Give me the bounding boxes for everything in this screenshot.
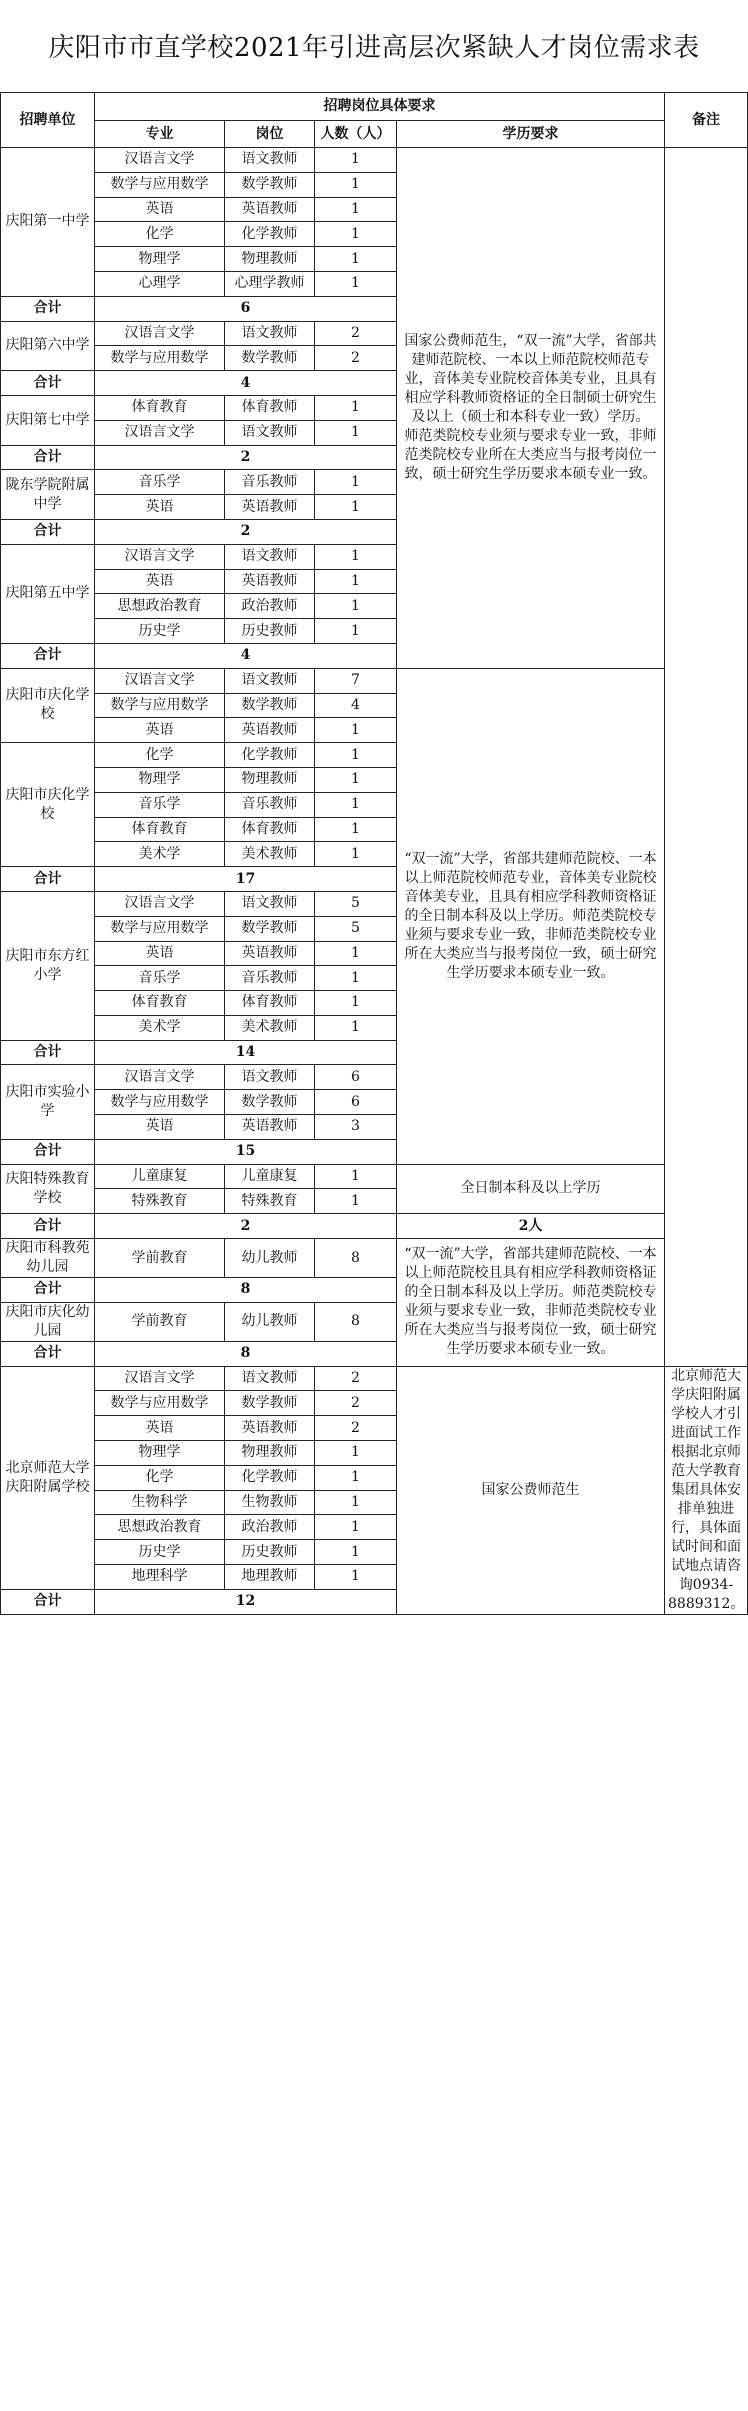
count-cell: 1 xyxy=(315,569,397,594)
major-cell: 学前教育 xyxy=(95,1302,225,1341)
total-label: 合计 xyxy=(1,1214,95,1239)
total-label: 合计 xyxy=(1,296,95,321)
total-label: 合计 xyxy=(1,1040,95,1065)
position-cell: 英语教师 xyxy=(225,495,315,520)
position-cell: 语文教师 xyxy=(225,891,315,916)
total-extra: 2人 xyxy=(397,1214,665,1239)
major-cell: 英语 xyxy=(95,1115,225,1140)
header-unit: 招聘单位 xyxy=(1,93,95,148)
count-cell: 1 xyxy=(315,767,397,792)
count-cell: 1 xyxy=(315,1565,397,1590)
count-cell: 1 xyxy=(315,991,397,1016)
unit-cell: 庆阳市庆化学校 xyxy=(1,668,95,742)
header-note: 备注 xyxy=(665,93,748,148)
position-cell: 语文教师 xyxy=(225,544,315,569)
count-cell: 1 xyxy=(315,172,397,197)
count-cell: 1 xyxy=(315,271,397,296)
position-cell: 体育教师 xyxy=(225,817,315,842)
count-cell: 1 xyxy=(315,619,397,644)
total-value: 6 xyxy=(95,296,397,321)
major-cell: 思想政治教育 xyxy=(95,594,225,619)
major-cell: 英语 xyxy=(95,941,225,966)
position-cell: 美术教师 xyxy=(225,842,315,867)
unit-cell: 庆阳市实验小学 xyxy=(1,1065,95,1139)
major-cell: 汉语言文学 xyxy=(95,420,225,445)
count-cell: 1 xyxy=(315,966,397,991)
total-value: 17 xyxy=(95,867,397,892)
unit-cell: 庆阳市科教苑幼儿园 xyxy=(1,1239,95,1278)
major-cell: 数学与应用数学 xyxy=(95,1391,225,1416)
header-position: 岗位 xyxy=(225,121,315,148)
education-requirement-cell: 国家公费师范生，“双一流”大学，省部共建师范院校、一本以上师范院校师范专业，音体美专业院校音体美专业，且具有相应学科教师资格证的全日制硕士研究生及以上（硕士和本科专业一致）学历。 师范类院校专业须与要求专业一致，非师范类院校专业所在大类应当与报考岗位一致，硕士研究生学历要求本硕专业一致。 xyxy=(397,148,665,669)
major-cell: 音乐学 xyxy=(95,470,225,495)
total-value: 4 xyxy=(95,371,397,396)
major-cell: 音乐学 xyxy=(95,792,225,817)
unit-cell: 庆阳第一中学 xyxy=(1,148,95,297)
total-value: 2 xyxy=(95,445,397,470)
header-education: 学历要求 xyxy=(397,121,665,148)
position-cell: 英语教师 xyxy=(225,197,315,222)
major-cell: 物理学 xyxy=(95,1441,225,1466)
education-requirement-cell: “双一流”大学，省部共建师范院校、一本以上师范院校师范专业，音体美专业院校音体美专业，且具有相应学科教师资格证的全日制本科及以上学历。师范类院校专业须与要求专业一致，非师范类院校专业所在大类应当与报考岗位一致，硕士研究生学历要求本硕专业一致。 xyxy=(397,668,665,1164)
major-cell: 汉语言文学 xyxy=(95,891,225,916)
position-cell: 语文教师 xyxy=(225,668,315,693)
table-row xyxy=(1,1239,748,1278)
count-cell: 3 xyxy=(315,1115,397,1140)
total-label: 合计 xyxy=(1,1139,95,1164)
recruitment-table xyxy=(0,92,748,1615)
position-cell: 特殊教育 xyxy=(225,1189,315,1214)
major-cell: 生物科学 xyxy=(95,1490,225,1515)
count-cell: 1 xyxy=(315,1015,397,1040)
position-cell: 心理学教师 xyxy=(225,271,315,296)
count-cell: 2 xyxy=(315,346,397,371)
table-row xyxy=(1,1164,748,1189)
position-cell: 儿童康复 xyxy=(225,1164,315,1189)
count-cell: 1 xyxy=(315,817,397,842)
major-cell: 数学与应用数学 xyxy=(95,172,225,197)
header-requirements: 招聘岗位具体要求 xyxy=(95,93,665,121)
position-cell: 英语教师 xyxy=(225,1416,315,1441)
count-cell: 1 xyxy=(315,1465,397,1490)
position-cell: 语文教师 xyxy=(225,148,315,173)
count-cell: 1 xyxy=(315,395,397,420)
major-cell: 美术学 xyxy=(95,1015,225,1040)
position-cell: 物理教师 xyxy=(225,247,315,272)
count-cell: 1 xyxy=(315,941,397,966)
total-value: 15 xyxy=(95,1139,397,1164)
unit-cell: 陇东学院附属中学 xyxy=(1,470,95,520)
position-cell: 数学教师 xyxy=(225,693,315,718)
count-cell: 4 xyxy=(315,693,397,718)
position-cell: 语文教师 xyxy=(225,420,315,445)
education-requirement-cell: “双一流”大学，省部共建师范院校、一本以上师范院校且具有相应学科教师资格证的全日制本科及以上学历。师范类院校专业须与要求专业一致，非师范类院校专业所在大类应当与报考岗位一致，硕士研究生学历要求本硕专业一致。 xyxy=(397,1239,665,1367)
table-row xyxy=(1,148,748,173)
major-cell: 英语 xyxy=(95,495,225,520)
count-cell: 2 xyxy=(315,1416,397,1441)
major-cell: 音乐学 xyxy=(95,966,225,991)
count-cell: 1 xyxy=(315,1490,397,1515)
count-cell: 2 xyxy=(315,1366,397,1391)
major-cell: 数学与应用数学 xyxy=(95,1090,225,1115)
position-cell: 英语教师 xyxy=(225,1115,315,1140)
total-value: 14 xyxy=(95,1040,397,1065)
education-requirement-cell: 国家公费师范生 xyxy=(397,1366,665,1614)
position-cell: 物理教师 xyxy=(225,1441,315,1466)
count-cell: 1 xyxy=(315,842,397,867)
count-cell: 1 xyxy=(315,718,397,743)
major-cell: 物理学 xyxy=(95,247,225,272)
major-cell: 化学 xyxy=(95,222,225,247)
unit-cell: 庆阳特殊教育学校 xyxy=(1,1164,95,1214)
position-cell: 语文教师 xyxy=(225,1065,315,1090)
count-cell: 1 xyxy=(315,1515,397,1540)
total-value: 8 xyxy=(95,1278,397,1303)
table-row xyxy=(1,1366,748,1391)
header-row-top xyxy=(1,93,748,121)
count-cell: 6 xyxy=(315,1065,397,1090)
position-cell: 音乐教师 xyxy=(225,470,315,495)
position-cell: 音乐教师 xyxy=(225,792,315,817)
unit-cell: 庆阳第七中学 xyxy=(1,395,95,445)
table-row xyxy=(1,668,748,693)
note-cell-empty xyxy=(665,148,748,1367)
position-cell: 数学教师 xyxy=(225,916,315,941)
position-cell: 历史教师 xyxy=(225,1540,315,1565)
position-cell: 化学教师 xyxy=(225,743,315,768)
header-count: 人数（人） xyxy=(315,121,397,148)
total-value: 2 xyxy=(95,519,397,544)
major-cell: 体育教育 xyxy=(95,817,225,842)
major-cell: 汉语言文学 xyxy=(95,148,225,173)
count-cell: 1 xyxy=(315,594,397,619)
total-value: 4 xyxy=(95,643,397,668)
position-cell: 物理教师 xyxy=(225,767,315,792)
count-cell: 1 xyxy=(315,495,397,520)
count-cell: 1 xyxy=(315,1540,397,1565)
major-cell: 思想政治教育 xyxy=(95,1515,225,1540)
total-label: 合计 xyxy=(1,643,95,668)
total-label: 合计 xyxy=(1,1341,95,1366)
major-cell: 儿童康复 xyxy=(95,1164,225,1189)
major-cell: 汉语言文学 xyxy=(95,1065,225,1090)
major-cell: 体育教育 xyxy=(95,395,225,420)
total-label: 合计 xyxy=(1,445,95,470)
major-cell: 特殊教育 xyxy=(95,1189,225,1214)
total-label: 合计 xyxy=(1,371,95,396)
major-cell: 数学与应用数学 xyxy=(95,693,225,718)
position-cell: 幼儿教师 xyxy=(225,1302,315,1341)
count-cell: 1 xyxy=(315,222,397,247)
position-cell: 数学教师 xyxy=(225,172,315,197)
major-cell: 学前教育 xyxy=(95,1239,225,1278)
count-cell: 1 xyxy=(315,148,397,173)
major-cell: 心理学 xyxy=(95,271,225,296)
major-cell: 英语 xyxy=(95,197,225,222)
position-cell: 美术教师 xyxy=(225,1015,315,1040)
position-cell: 化学教师 xyxy=(225,1465,315,1490)
major-cell: 英语 xyxy=(95,1416,225,1441)
count-cell: 1 xyxy=(315,1441,397,1466)
major-cell: 美术学 xyxy=(95,842,225,867)
position-cell: 政治教师 xyxy=(225,594,315,619)
position-cell: 英语教师 xyxy=(225,569,315,594)
position-cell: 地理教师 xyxy=(225,1565,315,1590)
major-cell: 英语 xyxy=(95,569,225,594)
count-cell: 2 xyxy=(315,1391,397,1416)
count-cell: 1 xyxy=(315,1189,397,1214)
major-cell: 化学 xyxy=(95,1465,225,1490)
count-cell: 1 xyxy=(315,544,397,569)
position-cell: 音乐教师 xyxy=(225,966,315,991)
count-cell: 8 xyxy=(315,1302,397,1341)
total-label: 合计 xyxy=(1,519,95,544)
position-cell: 语文教师 xyxy=(225,321,315,346)
position-cell: 政治教师 xyxy=(225,1515,315,1540)
position-cell: 数学教师 xyxy=(225,1391,315,1416)
major-cell: 历史学 xyxy=(95,1540,225,1565)
count-cell: 2 xyxy=(315,321,397,346)
major-cell: 数学与应用数学 xyxy=(95,346,225,371)
major-cell: 汉语言文学 xyxy=(95,544,225,569)
total-value: 8 xyxy=(95,1341,397,1366)
position-cell: 体育教师 xyxy=(225,991,315,1016)
total-row xyxy=(1,1214,748,1239)
position-cell: 化学教师 xyxy=(225,222,315,247)
major-cell: 汉语言文学 xyxy=(95,1366,225,1391)
major-cell: 汉语言文学 xyxy=(95,321,225,346)
total-label: 合计 xyxy=(1,867,95,892)
count-cell: 1 xyxy=(315,792,397,817)
unit-cell: 庆阳第五中学 xyxy=(1,544,95,643)
total-label: 合计 xyxy=(1,1589,95,1614)
recruitment-table-container xyxy=(0,92,748,2411)
unit-cell: 庆阳第六中学 xyxy=(1,321,95,371)
position-cell: 语文教师 xyxy=(225,1366,315,1391)
count-cell: 7 xyxy=(315,668,397,693)
count-cell: 1 xyxy=(315,197,397,222)
position-cell: 英语教师 xyxy=(225,718,315,743)
major-cell: 历史学 xyxy=(95,619,225,644)
total-value: 12 xyxy=(95,1589,397,1614)
position-cell: 英语教师 xyxy=(225,941,315,966)
major-cell: 地理科学 xyxy=(95,1565,225,1590)
note-cell: 北京师范大学庆阳附属学校人才引进面试工作根据北京师范大学教育集团具体安排单独进行，具体面试时间和面试地点请咨询0934-8889312。 xyxy=(665,1366,748,1614)
count-cell: 1 xyxy=(315,743,397,768)
total-value: 2 xyxy=(95,1214,397,1239)
unit-cell: 庆阳市庆化幼儿园 xyxy=(1,1302,95,1341)
count-cell: 1 xyxy=(315,470,397,495)
total-label: 合计 xyxy=(1,1278,95,1303)
education-requirement-cell: 全日制本科及以上学历 xyxy=(397,1164,665,1214)
unit-cell: 庆阳市东方红小学 xyxy=(1,891,95,1040)
count-cell: 1 xyxy=(315,420,397,445)
major-cell: 体育教育 xyxy=(95,991,225,1016)
major-cell: 英语 xyxy=(95,718,225,743)
position-cell: 体育教师 xyxy=(225,395,315,420)
header-row-sub xyxy=(1,121,748,148)
count-cell: 1 xyxy=(315,247,397,272)
count-cell: 8 xyxy=(315,1239,397,1278)
count-cell: 1 xyxy=(315,1164,397,1189)
position-cell: 历史教师 xyxy=(225,619,315,644)
position-cell: 数学教师 xyxy=(225,1090,315,1115)
page-title: 庆阳市市直学校2021年引进高层次紧缺人才岗位需求表 xyxy=(48,33,700,63)
major-cell: 数学与应用数学 xyxy=(95,916,225,941)
position-cell: 数学教师 xyxy=(225,346,315,371)
unit-cell: 北京师范大学庆阳附属学校 xyxy=(1,1366,95,1589)
major-cell: 化学 xyxy=(95,743,225,768)
position-cell: 幼儿教师 xyxy=(225,1239,315,1278)
header-major: 专业 xyxy=(95,121,225,148)
major-cell: 物理学 xyxy=(95,767,225,792)
count-cell: 5 xyxy=(315,891,397,916)
position-cell: 生物教师 xyxy=(225,1490,315,1515)
count-cell: 6 xyxy=(315,1090,397,1115)
count-cell: 5 xyxy=(315,916,397,941)
major-cell: 汉语言文学 xyxy=(95,668,225,693)
unit-cell: 庆阳市庆化学校 xyxy=(1,743,95,867)
